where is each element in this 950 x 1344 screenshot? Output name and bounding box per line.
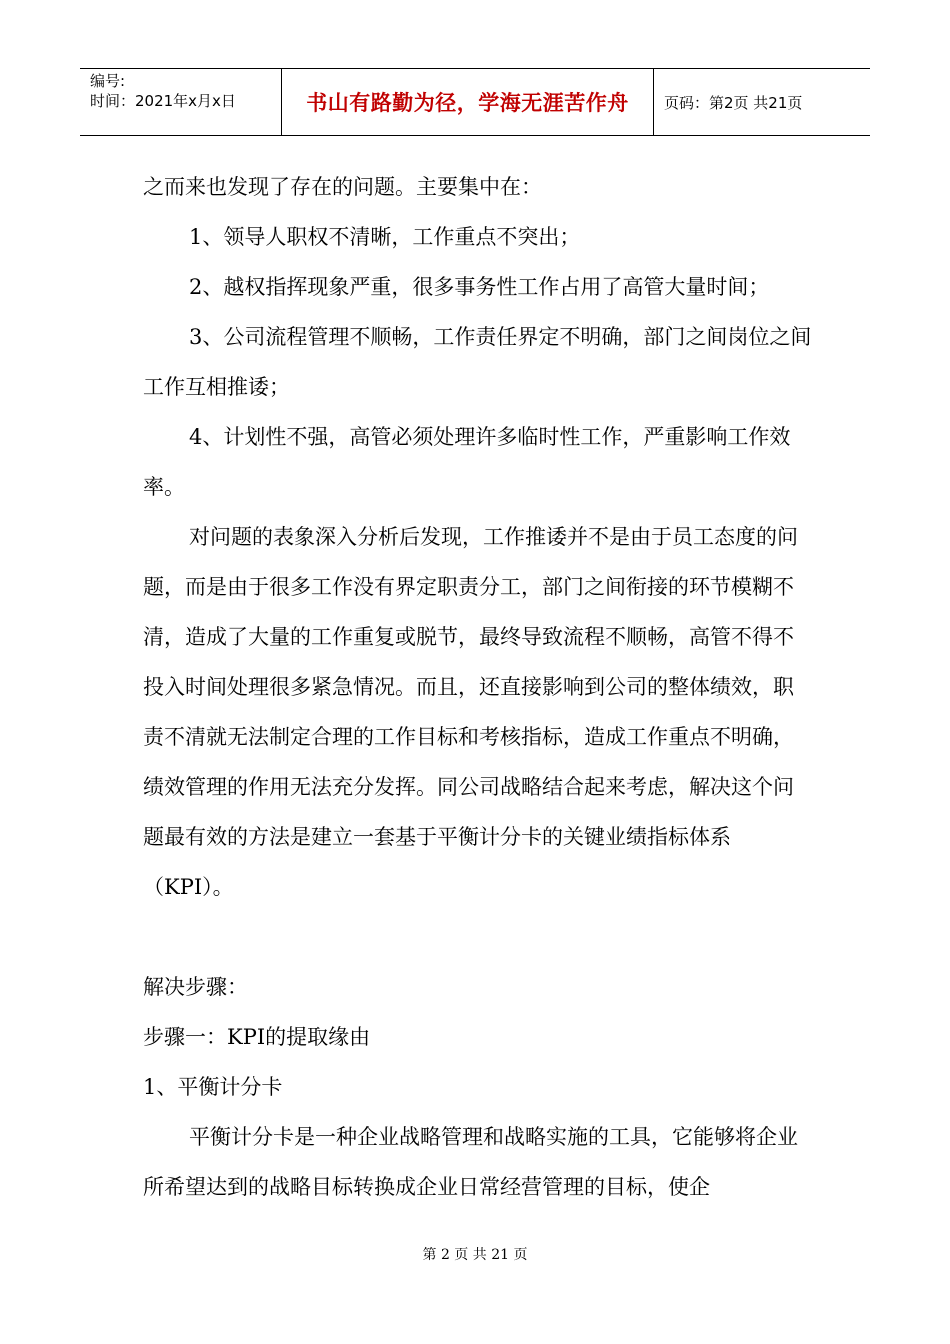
step-one-heading: 步骤一：KPI的提取缘由: [143, 1025, 371, 1049]
steps-heading: 解决步骤：: [143, 975, 248, 999]
issue-item-3: 3、公司流程管理不顺畅，工作责任界定不明确，部门之间岗位之间工作互相推诿；: [143, 325, 812, 399]
issue-item-2: 2、越权指挥现象严重，很多事务性工作占用了高管大量时间；: [189, 275, 770, 299]
issue-item-4: 4、计划性不强，高管必须处理许多临时性工作，严重影响工作效率。: [143, 425, 791, 499]
page-header: [80, 68, 870, 136]
header-meta-cell: [80, 69, 282, 135]
page-footer: 第 2 页 共 21 页: [422, 1247, 528, 1263]
header-page-info: 页码：第2页 共21页: [664, 93, 803, 112]
bsc-paragraph: 平衡计分卡是一种企业战略管理和战略实施的工具，它能够将企业所希望达到的战略目标转换成企业日常经营管理的目标，使企: [143, 1125, 798, 1199]
time-label: 时间：2021年x月x日: [90, 92, 236, 110]
issue-item-1: 1、领导人职权不清晰，工作重点不突出；: [189, 225, 581, 249]
number-label: 编号:: [90, 72, 126, 90]
analysis-paragraph: 对问题的表象深入分析后发现，工作推诿并不是由于员工态度的问题，而是由于很多工作没有界定职责分工，部门之间衔接的环节模糊不清，造成了大量的工作重复或脱节，最终导致流程不顺畅，高管不得不投入时间处理很多紧急情况。而且，还直接影响到公司的整体绩效，职责不清就无法制定合理的工作目标和考核指标，造成工作重点不明确，绩效管理的作用无法充分发挥。同公司战略结合起来考虑，解决这个问题最有效的方法是建立一套基于平衡计分卡的关键业绩指标体系（KPI）。: [143, 525, 798, 899]
subsection-heading: 1、平衡计分卡: [143, 1075, 283, 1099]
section-gap: [143, 912, 813, 962]
document-body: [143, 162, 813, 1212]
paragraph-intro: 之而来也发现了存在的问题。主要集中在：: [143, 175, 542, 199]
header-motto: 书山有路勤为径，学海无涯苦作舟: [282, 69, 654, 135]
